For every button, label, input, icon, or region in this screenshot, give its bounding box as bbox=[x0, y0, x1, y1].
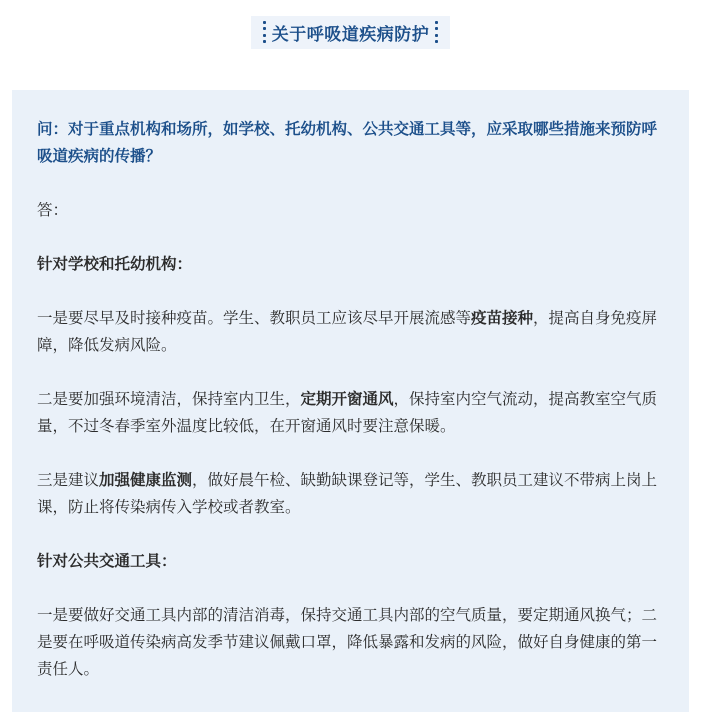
highlight-text: 疫苗接种 bbox=[471, 309, 534, 327]
paragraph-health-monitoring bbox=[37, 467, 663, 521]
paragraph-text: ，保持室内空气流动，提高教室空气质量，不过冬春季室外温度比较低，在开窗通风时要注意保暖。 bbox=[37, 390, 658, 435]
title-banner bbox=[251, 16, 451, 49]
paragraph-ventilation bbox=[37, 386, 663, 440]
section-heading-transport: 针对公共交通工具： bbox=[37, 552, 177, 570]
paragraph-text: 二是要加强环境清洁，保持室内卫生， bbox=[37, 390, 301, 408]
answer-label: 答： bbox=[37, 201, 69, 219]
qa-card bbox=[12, 90, 689, 712]
highlight-text: 定期开窗通风 bbox=[300, 390, 394, 408]
paragraph-text: ，提高自身免疫屏障，降低发病风险。 bbox=[37, 309, 658, 354]
section-heading-schools: 针对学校和托幼机构： bbox=[37, 255, 193, 273]
paragraph-text: ，做好晨午检、缺勤缺课登记等，学生、教职员工建议不带病上岗上课，防止将传染病传入学校或者教室。 bbox=[37, 471, 658, 516]
paragraph-text: 一是要尽早及时接种疫苗。学生、教职员工应该尽早开展流感等 bbox=[37, 309, 472, 327]
article-header bbox=[0, 14, 701, 50]
question-text: 问：对于重点机构和场所，如学校、托幼机构、公共交通工具等，应采取哪些措施来预防呼吸道疾病的传播？ bbox=[37, 120, 658, 165]
paragraph-vaccination bbox=[37, 305, 663, 359]
highlight-text: 加强健康监测 bbox=[99, 471, 193, 489]
page-title: 关于呼吸道疾病防护 bbox=[271, 24, 430, 45]
paragraph-transport: 一是要做好交通工具内部的清洁消毒，保持交通工具内部的空气质量，要定期通风换气；二是要在呼吸道传染病高发季节建议佩戴口罩，降低暴露和发病的风险，做好自身健康的第一责任人。 bbox=[37, 606, 658, 678]
dotted-divider-left-icon bbox=[263, 21, 266, 43]
paragraph-text: 三是建议 bbox=[37, 471, 100, 489]
dotted-divider-right-icon bbox=[435, 21, 438, 43]
